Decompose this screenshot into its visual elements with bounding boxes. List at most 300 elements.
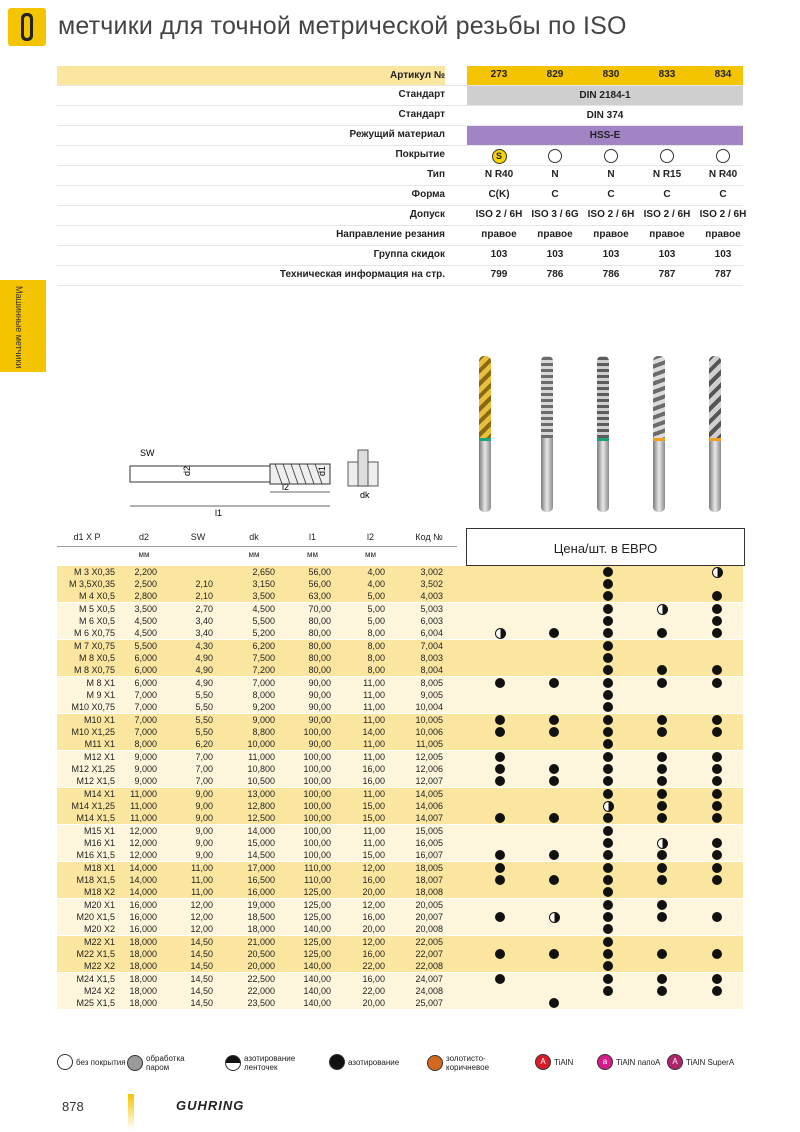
table-cell: 11,00 (363, 690, 385, 700)
table-cell: M20 X1,5 (76, 912, 115, 922)
availability-marker-icon (603, 776, 613, 786)
table-cell: M 8 X0,5 (78, 653, 115, 663)
availability-marker-icon (549, 628, 559, 638)
table-cell: 14,00 (362, 727, 385, 737)
half-coated-marker-icon (657, 604, 668, 615)
table-cell: 2,650 (252, 567, 275, 577)
table-cell: 80,00 (308, 616, 331, 626)
availability-marker-icon (603, 912, 613, 922)
availability-marker-icon (603, 838, 613, 848)
table-cell: 16,00 (362, 764, 385, 774)
spec-cell: C (607, 189, 615, 200)
availability-marker-icon (712, 801, 722, 811)
side-tab (0, 280, 46, 372)
availability-marker-icon (495, 850, 505, 860)
spec-row (57, 86, 743, 106)
spec-row (57, 66, 743, 86)
table-cell: 14,50 (190, 937, 213, 947)
table-cell: 8,00 (367, 628, 385, 638)
table-row (57, 640, 743, 652)
table-cell: M22 X1,5 (76, 949, 115, 959)
spec-row (57, 206, 747, 226)
table-cell: 5,50 (195, 715, 213, 725)
table-cell: 4,90 (195, 665, 213, 675)
table-cell: 9,00 (195, 801, 213, 811)
availability-marker-icon (603, 789, 613, 799)
table-row (57, 775, 743, 788)
table-cell: 12,00 (362, 900, 385, 910)
spec-row (57, 266, 743, 286)
coating-icon: S (492, 149, 507, 164)
table-row (57, 923, 743, 936)
tap-dimension-diagram (120, 440, 390, 520)
legend-label: TiAlN папоА (616, 1057, 661, 1067)
table-cell: 12,00 (190, 924, 213, 934)
table-cell: 5,00 (367, 591, 385, 601)
table-cell: 18,000 (129, 949, 157, 959)
table-row (57, 726, 743, 738)
availability-marker-icon (603, 875, 613, 885)
spec-cell: N R40 (708, 169, 738, 180)
table-cell: M18 X1,5 (76, 875, 115, 885)
availability-marker-icon (712, 764, 722, 774)
page-title: метчики для точной метрической резьбы по ISO (58, 12, 627, 40)
table-row (57, 997, 743, 1010)
table-row (57, 627, 743, 640)
table-cell: 6,003 (420, 616, 443, 626)
table-cell: 4,500 (134, 616, 157, 626)
spec-cell: ISO 2 / 6H (475, 209, 523, 220)
legend-item (57, 1054, 126, 1070)
tool-image-273 (479, 356, 491, 512)
availability-marker-icon (712, 875, 722, 885)
spec-cell: правое (649, 229, 685, 240)
legend-swatch-icon (57, 1054, 73, 1070)
table-cell: 12,00 (362, 937, 385, 947)
availability-marker-icon (603, 949, 613, 959)
table-row (57, 862, 743, 874)
price-header: Цена/шт. в ЕВРО (466, 528, 745, 566)
table-cell: 9,005 (420, 690, 443, 700)
spec-label: Стандарт (398, 109, 445, 120)
table-cell: 8,00 (367, 641, 385, 651)
table-cell: 140,00 (303, 974, 331, 984)
table-cell: 140,00 (303, 998, 331, 1008)
availability-marker-icon (603, 567, 613, 577)
availability-marker-icon (657, 900, 667, 910)
table-cell: 11,000 (130, 789, 157, 799)
spec-cell: N (607, 169, 615, 180)
availability-marker-icon (603, 653, 613, 663)
half-coated-marker-icon (603, 801, 614, 812)
table-cell: 16,000 (129, 900, 157, 910)
spec-cell: N R40 (484, 169, 514, 180)
spec-label: Группа скидок (373, 249, 445, 260)
table-row (57, 652, 743, 664)
table-cell: 4,003 (420, 591, 443, 601)
table-row (57, 689, 743, 701)
table-cell: 20,000 (247, 961, 275, 971)
availability-marker-icon (495, 678, 505, 688)
availability-marker-icon (603, 591, 613, 601)
diagram-label-sw: SW (140, 448, 155, 458)
availability-marker-icon (603, 924, 613, 934)
availability-marker-icon (495, 752, 505, 762)
half-coated-marker-icon (657, 838, 668, 849)
coating-icon (548, 149, 562, 163)
availability-marker-icon (712, 591, 722, 601)
table-row (57, 960, 743, 973)
tool-image-829 (541, 356, 553, 512)
spec-cell: C(K) (488, 189, 510, 200)
table-cell: 11,00 (363, 752, 385, 762)
table-cell: 140,00 (303, 986, 331, 996)
column-header: d2 (138, 532, 149, 542)
column-header: d1 X P (73, 532, 101, 542)
table-cell: 90,00 (308, 702, 331, 712)
table-cell: M12 X1,25 (71, 764, 115, 774)
table-cell: 19,000 (247, 900, 275, 910)
spec-cell: 786 (602, 269, 620, 280)
spec-cell: ISO 2 / 6H (699, 209, 747, 220)
table-row (57, 886, 743, 899)
table-cell: M12 X1 (83, 752, 115, 762)
availability-marker-icon (495, 949, 505, 959)
table-cell: 18,000 (247, 924, 275, 934)
table-cell: 9,00 (195, 838, 213, 848)
spec-cell (527, 149, 583, 166)
availability-marker-icon (603, 752, 613, 762)
table-cell: 6,200 (252, 641, 275, 651)
spec-cell: 833 (658, 69, 676, 80)
table-cell: 7,200 (252, 665, 275, 675)
table-cell: 4,00 (367, 567, 385, 577)
table-cell: 100,00 (303, 789, 331, 799)
spec-label: Режущий материал (349, 129, 445, 140)
table-cell: 11,00 (191, 875, 213, 885)
table-cell: M14 X1,5 (76, 813, 115, 823)
table-cell: M16 X1,5 (76, 850, 115, 860)
table-cell: 6,000 (134, 653, 157, 663)
table-cell: 4,500 (252, 604, 275, 614)
table-cell: 8,00 (367, 653, 385, 663)
table-cell: 12,00 (190, 900, 213, 910)
availability-marker-icon (657, 678, 667, 688)
table-cell: 20,00 (362, 887, 385, 897)
table-cell: 20,500 (247, 949, 275, 959)
availability-marker-icon (657, 912, 667, 922)
legend-label: TiAlN SuperA (686, 1057, 735, 1067)
table-cell: 10,005 (415, 715, 443, 725)
column-header: l2 (366, 532, 374, 542)
coating-icon (660, 149, 674, 163)
table-cell: 3,150 (252, 579, 275, 589)
coating-icon (604, 149, 618, 163)
table-cell: M 3 X0,35 (73, 567, 115, 577)
spec-merged-value: DIN 374 (467, 106, 743, 125)
availability-marker-icon (495, 764, 505, 774)
table-cell: 5,50 (195, 702, 213, 712)
table-cell: 16,000 (129, 924, 157, 934)
table-row (57, 911, 743, 923)
legend-swatch-icon (225, 1055, 241, 1071)
spec-merged-value: HSS-E (467, 126, 743, 145)
column-header: dk (249, 532, 259, 542)
table-cell: 7,000 (134, 690, 157, 700)
table-cell: 110,00 (304, 863, 331, 873)
table-cell: 11,00 (363, 678, 385, 688)
table-cell: M10 X1 (83, 715, 115, 725)
table-cell: 3,002 (420, 567, 443, 577)
availability-marker-icon (712, 604, 722, 614)
spec-cell: N (551, 169, 559, 180)
availability-marker-icon (712, 776, 722, 786)
column-header: l1 (308, 532, 316, 542)
spec-cell: 273 (490, 69, 508, 80)
table-cell: 5,00 (367, 604, 385, 614)
spec-label: Форма (411, 189, 445, 200)
table-cell: 56,00 (308, 567, 331, 577)
spec-cell: 103 (714, 249, 732, 260)
availability-marker-icon (549, 813, 559, 823)
table-cell: 6,000 (134, 665, 157, 675)
table-cell: 7,500 (252, 653, 275, 663)
table-cell: 100,00 (303, 838, 331, 848)
table-cell: 14,000 (247, 826, 275, 836)
table-cell: 125,00 (303, 912, 331, 922)
table-cell: M 5 X0,5 (78, 604, 115, 614)
table-cell: 8,00 (367, 665, 385, 675)
table-row (57, 664, 743, 677)
diagram-label-d1: d1 (317, 465, 327, 476)
table-cell: 100,00 (303, 801, 331, 811)
table-cell: 10,500 (247, 776, 275, 786)
spec-label: Артикул № (57, 66, 445, 85)
table-cell: 7,00 (195, 752, 213, 762)
spec-cell (471, 149, 527, 164)
availability-marker-icon (657, 949, 667, 959)
table-cell: 125,00 (303, 900, 331, 910)
table-cell: 14,000 (129, 863, 157, 873)
table-cell: 14,50 (190, 986, 213, 996)
table-cell: M18 X1 (83, 863, 115, 873)
table-cell: 22,005 (415, 937, 443, 947)
table-cell: 5,200 (252, 628, 275, 638)
table-cell: 9,200 (252, 702, 275, 712)
legend-item (427, 1054, 502, 1072)
spec-cell: 829 (546, 69, 564, 80)
table-cell: 90,00 (308, 715, 331, 725)
table-cell: 2,10 (195, 591, 213, 601)
table-cell: 18,000 (129, 961, 157, 971)
table-cell: 110,00 (304, 875, 331, 885)
table-cell: 5,003 (420, 604, 443, 614)
table-cell: 100,00 (303, 850, 331, 860)
table-cell: 4,500 (134, 628, 157, 638)
table-cell: 14,50 (190, 961, 213, 971)
table-cell: 3,500 (134, 604, 157, 614)
availability-marker-icon (603, 826, 613, 836)
availability-marker-icon (657, 715, 667, 725)
legend-swatch-icon (329, 1054, 345, 1070)
table-cell: M22 X1 (83, 937, 115, 947)
table-cell: M 8 X1 (86, 678, 115, 688)
column-unit: мм (138, 550, 150, 559)
table-cell: 12,800 (247, 801, 275, 811)
table-cell: 16,00 (362, 949, 385, 959)
half-coated-marker-icon (549, 912, 560, 923)
legend-label: TiAlN (554, 1057, 574, 1067)
availability-marker-icon (712, 727, 722, 737)
table-cell: 10,000 (247, 739, 275, 749)
table-cell: 9,000 (134, 776, 157, 786)
availability-marker-icon (712, 665, 722, 675)
availability-marker-icon (603, 739, 613, 749)
table-cell: 5,50 (195, 690, 213, 700)
table-cell: 12,005 (415, 752, 443, 762)
spec-row (57, 246, 743, 266)
spec-cell: правое (593, 229, 629, 240)
table-cell: 12,00 (190, 912, 213, 922)
availability-marker-icon (603, 702, 613, 712)
table-cell: 14,000 (129, 887, 157, 897)
page-number: 878 (62, 1099, 84, 1114)
table-cell: 16,005 (415, 838, 443, 848)
availability-marker-icon (712, 813, 722, 823)
spec-row (57, 126, 743, 146)
table-cell: 16,00 (362, 974, 385, 984)
availability-marker-icon (549, 949, 559, 959)
spec-cell: 830 (602, 69, 620, 80)
table-cell: 16,500 (247, 875, 275, 885)
table-cell: 10,800 (247, 764, 275, 774)
table-cell: 22,000 (247, 986, 275, 996)
column-unit: мм (248, 550, 260, 559)
availability-marker-icon (712, 678, 722, 688)
availability-marker-icon (657, 974, 667, 984)
table-row (57, 677, 743, 689)
table-cell: M15 X1 (83, 826, 115, 836)
availability-marker-icon (712, 838, 722, 848)
table-cell: M 6 X0,5 (78, 616, 115, 626)
table-cell: 14,50 (190, 949, 213, 959)
table-cell: 9,00 (195, 813, 213, 823)
table-cell: 20,007 (415, 912, 443, 922)
table-cell: M 3,5X0,35 (68, 579, 115, 589)
table-row (57, 973, 743, 985)
legend-item (329, 1054, 399, 1070)
table-row (57, 800, 743, 812)
table-cell: M24 X2 (83, 986, 115, 996)
table-cell: 100,00 (303, 826, 331, 836)
legend-swatch-icon: A (667, 1054, 683, 1070)
availability-marker-icon (657, 727, 667, 737)
table-cell: M25 X1,5 (76, 998, 115, 1008)
table-row (57, 874, 743, 886)
availability-marker-icon (549, 875, 559, 885)
table-cell: 15,00 (362, 813, 385, 823)
table-cell: 8,000 (252, 690, 275, 700)
availability-marker-icon (657, 776, 667, 786)
availability-marker-icon (712, 628, 722, 638)
table-cell: 125,00 (303, 937, 331, 947)
table-cell: 5,50 (195, 727, 213, 737)
legend-label: азотирование ленточек (244, 1054, 296, 1072)
spec-cell: C (551, 189, 559, 200)
table-cell: 14,007 (415, 813, 443, 823)
table-cell: 22,008 (415, 961, 443, 971)
legend-swatch-icon: A (535, 1054, 551, 1070)
availability-marker-icon (603, 813, 613, 823)
spec-cell: 103 (546, 249, 564, 260)
spec-cell: правое (481, 229, 517, 240)
table-cell: 22,00 (362, 961, 385, 971)
availability-marker-icon (495, 912, 505, 922)
table-cell: 18,008 (415, 887, 443, 897)
availability-marker-icon (712, 974, 722, 984)
spec-cell: C (663, 189, 671, 200)
table-cell: M 4 X0,5 (78, 591, 115, 601)
footer-bar (128, 1094, 134, 1130)
availability-marker-icon (712, 715, 722, 725)
table-cell: 90,00 (308, 739, 331, 749)
table-cell: 8,005 (420, 678, 443, 688)
table-cell: 7,000 (134, 715, 157, 725)
legend-label: азотирование (348, 1057, 400, 1067)
table-cell: 20,008 (415, 924, 443, 934)
table-cell: 3,40 (195, 616, 213, 626)
table-cell: 11,00 (191, 863, 213, 873)
tool-image-830 (597, 356, 609, 512)
availability-marker-icon (712, 949, 722, 959)
column-header: Код № (415, 532, 443, 542)
brand-logo: GUHRING (176, 1098, 245, 1113)
table-cell: 21,000 (247, 937, 275, 947)
table-cell: 56,00 (308, 579, 331, 589)
spec-label: Допуск (409, 209, 445, 220)
table-cell: 18,000 (129, 937, 157, 947)
table-cell: 12,000 (129, 838, 157, 848)
spec-row (57, 146, 743, 166)
availability-marker-icon (657, 863, 667, 873)
table-cell: 2,500 (134, 579, 157, 589)
table-cell: 25,007 (415, 998, 443, 1008)
table-cell: 7,000 (134, 702, 157, 712)
table-cell: 18,000 (129, 998, 157, 1008)
table-cell: M 7 X0,75 (73, 641, 115, 651)
table-cell: 80,00 (308, 641, 331, 651)
availability-marker-icon (495, 875, 505, 885)
tool-image-834 (709, 356, 721, 512)
availability-marker-icon (603, 690, 613, 700)
table-row (57, 948, 743, 960)
table-cell: 11,005 (416, 739, 443, 749)
spec-cell: 799 (490, 269, 508, 280)
table-cell: M22 X2 (83, 961, 115, 971)
spec-row (57, 186, 743, 206)
availability-marker-icon (712, 912, 722, 922)
table-cell: 12,006 (415, 764, 443, 774)
spec-table (57, 66, 747, 286)
diagram-label-d2: d2 (182, 465, 192, 476)
availability-marker-icon (549, 715, 559, 725)
table-cell: 7,000 (252, 678, 275, 688)
table-cell: 17,000 (247, 863, 275, 873)
table-cell: 140,00 (303, 924, 331, 934)
availability-marker-icon (495, 863, 505, 873)
legend-label: золотисто-коричневое (446, 1054, 490, 1072)
availability-marker-icon (549, 998, 559, 1008)
